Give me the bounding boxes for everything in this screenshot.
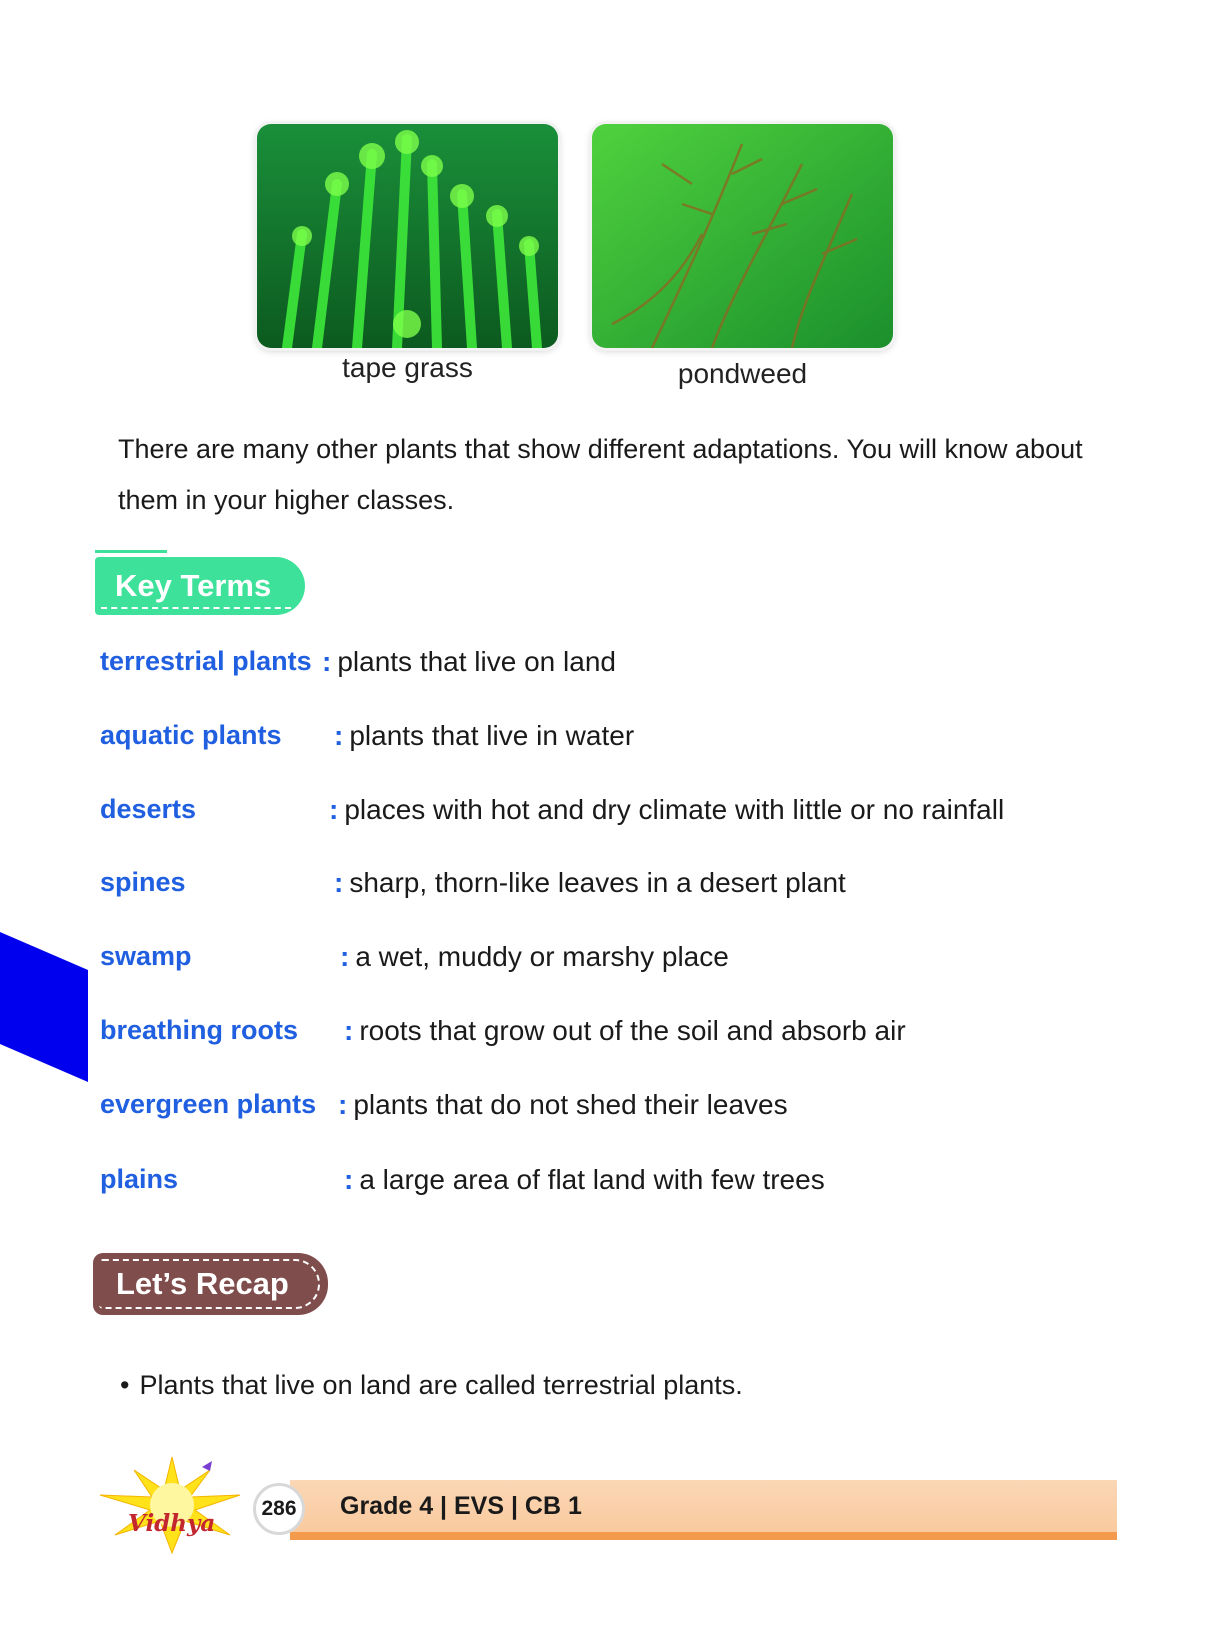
key-term: terrestrial plants bbox=[100, 646, 312, 676]
pondweed-photo bbox=[592, 124, 893, 348]
vidhya-sun-logo-icon bbox=[90, 1455, 255, 1555]
key-term-definition-text: places with hot and dry climate with little or no rainfall bbox=[344, 794, 1005, 825]
side-tab-decoration bbox=[0, 932, 90, 1082]
key-term: deserts bbox=[100, 794, 197, 824]
key-term-definition-text: roots that grow out of the soil and absorb air bbox=[359, 1015, 906, 1046]
key-term-definition bbox=[334, 720, 634, 752]
key-term-definition-text: plants that do not shed their leaves bbox=[353, 1089, 788, 1120]
recap-list-item bbox=[120, 1370, 743, 1401]
recap-heading: Let’s Recap bbox=[116, 1266, 289, 1301]
page-number: 286 bbox=[253, 1483, 305, 1535]
key-term-definition-text: sharp, thorn-like leaves in a desert plant bbox=[349, 867, 846, 898]
tape-grass-caption: tape grass bbox=[342, 352, 473, 383]
footer-course-label: Grade 4 | EVS | CB 1 bbox=[340, 1492, 582, 1520]
key-terms-heading: Key Terms bbox=[115, 568, 272, 603]
banner-accent-line bbox=[95, 550, 167, 553]
banner-dashed-border bbox=[99, 1259, 320, 1309]
key-term: spines bbox=[100, 867, 186, 897]
banner-dashed-border bbox=[101, 607, 291, 609]
intro-paragraph: There are many other plants that show different adaptations. You will know about them in your higher classes. bbox=[118, 434, 1083, 515]
key-term-definition bbox=[329, 794, 1004, 826]
tape-grass-photo bbox=[257, 124, 558, 348]
key-term-colon: : bbox=[344, 1015, 354, 1046]
key-term-definition bbox=[344, 1164, 825, 1196]
key-term-colon: : bbox=[338, 1089, 348, 1120]
key-term: aquatic plants bbox=[100, 720, 282, 750]
key-term-definition-text: plants that live on land bbox=[337, 646, 616, 677]
key-term-colon: : bbox=[334, 867, 344, 898]
key-term: swamp bbox=[100, 941, 192, 971]
key-term-definition-text: a large area of flat land with few trees bbox=[359, 1164, 825, 1195]
key-term-definition-text: a wet, muddy or marshy place bbox=[355, 941, 729, 972]
key-term: breathing roots bbox=[100, 1015, 299, 1045]
key-term-definition bbox=[338, 1089, 788, 1121]
vidhya-logo-text: Vidhya bbox=[128, 1510, 216, 1537]
recap-item-text: Plants that live on land are called terrestrial plants. bbox=[139, 1370, 743, 1400]
key-term: evergreen plants bbox=[100, 1089, 317, 1119]
key-term-colon: : bbox=[322, 646, 332, 677]
key-term-definition bbox=[344, 1015, 906, 1047]
key-term: plains bbox=[100, 1164, 179, 1194]
key-term-definition bbox=[334, 867, 846, 899]
pondweed-caption: pondweed bbox=[677, 358, 808, 389]
recap-banner bbox=[93, 1253, 328, 1315]
footer-bottom-line bbox=[290, 1532, 1117, 1540]
bullet-dot: • bbox=[120, 1370, 130, 1400]
key-term-colon: : bbox=[340, 941, 350, 972]
key-terms-banner bbox=[95, 557, 305, 615]
key-term-definition bbox=[322, 646, 616, 678]
key-term-definition-text: plants that live in water bbox=[349, 720, 635, 751]
key-term-colon: : bbox=[329, 794, 339, 825]
key-term-colon: : bbox=[344, 1164, 354, 1195]
key-term-definition bbox=[340, 941, 729, 973]
key-term-colon: : bbox=[334, 720, 344, 751]
